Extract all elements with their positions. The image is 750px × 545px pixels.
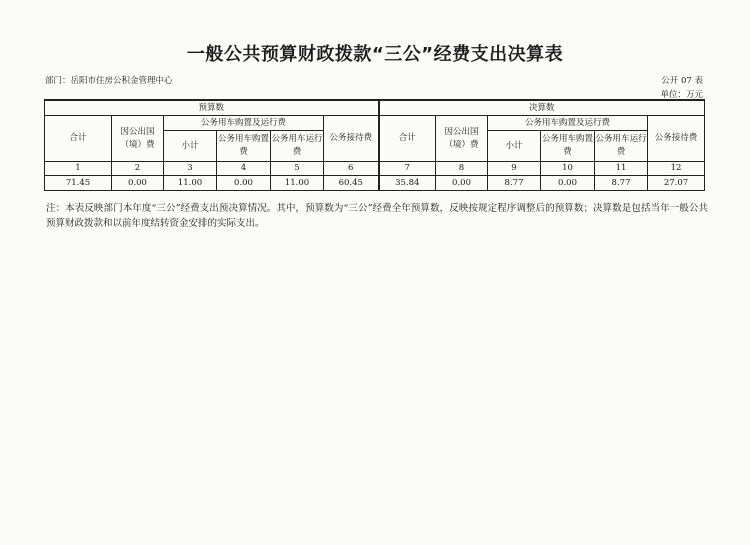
- value-cell: 35.84: [379, 176, 436, 191]
- header-abroad-budget: 因公出国（境）费: [112, 116, 164, 162]
- header-total-budget: 合计: [45, 116, 112, 162]
- header-reception-final: 公务接待费: [648, 116, 705, 162]
- value-cell: 0.00: [541, 176, 595, 191]
- table-row: [45, 176, 705, 191]
- header-subtotal-final: 小计: [488, 131, 541, 162]
- group-header-budget: 预算数: [45, 100, 379, 116]
- column-number: 4: [217, 162, 271, 176]
- column-number: 11: [595, 162, 648, 176]
- form-number: 公开 07 表: [661, 76, 703, 86]
- column-number-row: [45, 162, 705, 176]
- table-header-row: [45, 116, 705, 131]
- page-title: 一般公共预算财政拨款“三公”经费支出决算表: [186, 44, 564, 65]
- header-vehicle-budget: 公务用车购置及运行费: [164, 116, 324, 131]
- column-number: 9: [488, 162, 541, 176]
- table-header-row: [45, 100, 705, 116]
- value-cell: 60.45: [324, 176, 379, 191]
- department-label: 部门：岳阳市住房公积金管理中心: [45, 76, 173, 86]
- header-subtotal-budget: 小计: [164, 131, 217, 162]
- header-total-final: 合计: [379, 116, 436, 162]
- value-cell: 0.00: [436, 176, 488, 191]
- column-number: 6: [324, 162, 379, 176]
- value-cell: 8.77: [595, 176, 648, 191]
- column-number: 10: [541, 162, 595, 176]
- header-vehicle-operation-final: 公务用车运行费: [595, 131, 648, 162]
- header-abroad-final: 因公出国（境）费: [436, 116, 488, 162]
- column-number: 8: [436, 162, 488, 176]
- value-cell: 0.00: [217, 176, 271, 191]
- group-header-final: 决算数: [379, 100, 705, 116]
- column-number: 1: [45, 162, 112, 176]
- footnote: 注：本表反映部门本年度“三公”经费支出预决算情况。其中，预算数为“三公”经费全年预算数，反映按规定程序调整后的预算数；决算数是包括当年一般公共预算财政拨款和以前年度结转资金安排的实际支出。: [46, 203, 708, 229]
- header-vehicle-operation-budget: 公务用车运行费: [271, 131, 324, 162]
- header-vehicle-purchase-budget: 公务用车购置费: [217, 131, 271, 162]
- column-number: 12: [648, 162, 705, 176]
- unit-label: 单位：万元: [660, 90, 703, 100]
- header-vehicle-final: 公务用车购置及运行费: [488, 116, 648, 131]
- value-cell: 11.00: [271, 176, 324, 191]
- column-number: 7: [379, 162, 436, 176]
- expenditure-table: [44, 99, 705, 191]
- column-number: 2: [112, 162, 164, 176]
- value-cell: 27.07: [648, 176, 705, 191]
- value-cell: 0.00: [112, 176, 164, 191]
- column-number: 5: [271, 162, 324, 176]
- column-number: 3: [164, 162, 217, 176]
- value-cell: 71.45: [45, 176, 112, 191]
- header-reception-budget: 公务接待费: [324, 116, 379, 162]
- header-vehicle-purchase-final: 公务用车购置费: [541, 131, 595, 162]
- value-cell: 8.77: [488, 176, 541, 191]
- value-cell: 11.00: [164, 176, 217, 191]
